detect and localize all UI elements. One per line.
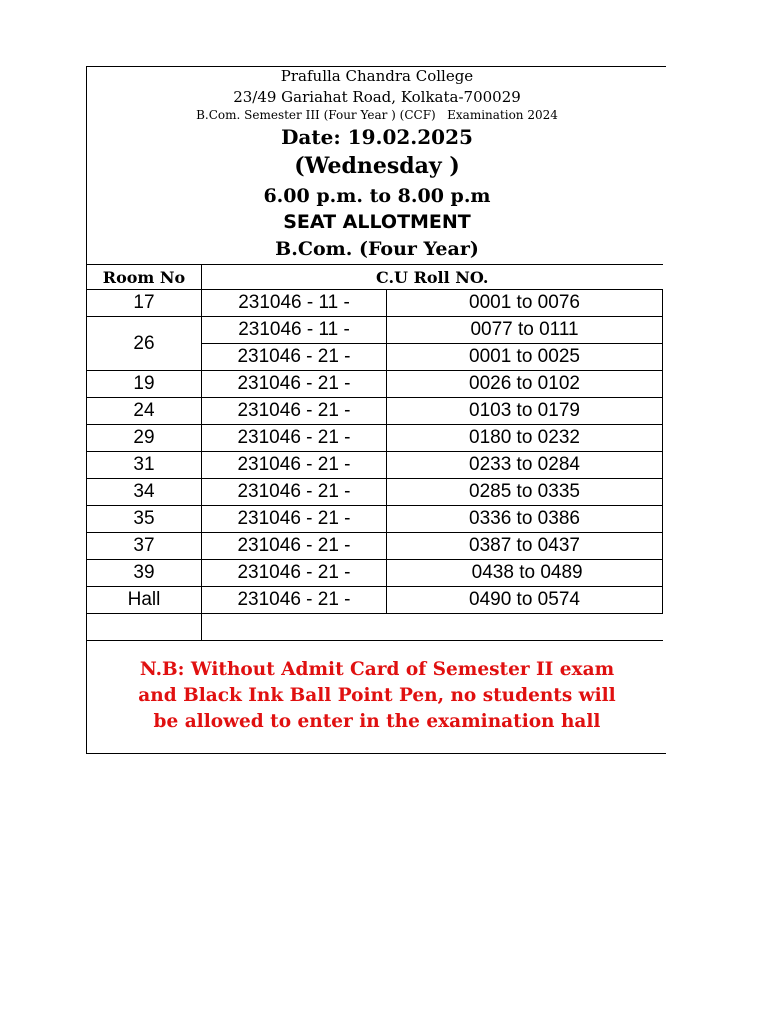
roll-range-cell: 0103 to 0179	[387, 398, 663, 425]
table-header-row	[87, 265, 663, 290]
table-row	[87, 317, 663, 344]
roll-range-cell: 0077 to 0111	[387, 317, 663, 344]
table-row	[87, 560, 663, 587]
notice-block	[87, 657, 667, 735]
roll-range-cell: 0490 to 0574	[387, 587, 663, 614]
table-row	[87, 479, 663, 506]
roll-range-cell: 0026 to 0102	[387, 371, 663, 398]
table-row	[87, 398, 663, 425]
room-cell: Hall	[87, 587, 202, 614]
roll-prefix-cell: 231046 - 11 -	[202, 290, 387, 317]
roll-prefix-cell: 231046 - 21 -	[202, 506, 387, 533]
sheet-title: SEAT ALLOTMENT	[283, 211, 471, 233]
roll-prefix-cell: 231046 - 21 -	[202, 587, 387, 614]
table-row	[87, 533, 663, 560]
roll-prefix-cell: 231046 - 21 -	[202, 560, 387, 587]
exam-time: 6.00 p.m. to 8.00 p.m	[263, 185, 491, 207]
course-name: B.Com. (Four Year)	[275, 238, 479, 260]
college-address: 23/49 Gariahat Road, Kolkata-700029	[233, 88, 521, 106]
roll-range-cell: 0001 to 0025	[387, 344, 663, 371]
roll-prefix-cell: 231046 - 21 -	[202, 344, 387, 371]
table-row	[87, 425, 663, 452]
roll-prefix-cell: 231046 - 21 -	[202, 371, 387, 398]
roll-prefix-cell: 231046 - 21 -	[202, 398, 387, 425]
notice-line: and Black Ink Ball Point Pen, no students will	[138, 685, 616, 706]
empty-cell	[202, 614, 663, 641]
room-cell: 24	[87, 398, 202, 425]
table-row	[87, 587, 663, 614]
college-name: Prafulla Chandra College	[280, 67, 474, 85]
roll-prefix-cell: 231046 - 11 -	[202, 317, 387, 344]
table-row	[87, 452, 663, 479]
empty-cell	[87, 614, 202, 641]
roll-range-cell: 0233 to 0284	[387, 452, 663, 479]
roll-prefix-cell: 231046 - 21 -	[202, 425, 387, 452]
seat-table	[86, 264, 663, 641]
roll-prefix-cell: 231046 - 21 -	[202, 452, 387, 479]
exam-date: Date: 19.02.2025	[281, 125, 473, 149]
roll-range-cell: 0285 to 0335	[387, 479, 663, 506]
roll-range-cell: 0001 to 0076	[387, 290, 663, 317]
room-cell: 31	[87, 452, 202, 479]
room-cell: 39	[87, 560, 202, 587]
exam-title: B.Com. Semester III (Four Year ) (CCF) Examination 2024	[196, 108, 558, 122]
roll-range-cell: 0336 to 0386	[387, 506, 663, 533]
table-row	[87, 371, 663, 398]
seat-allotment-sheet	[86, 66, 666, 754]
roll-range-cell: 0180 to 0232	[387, 425, 663, 452]
exam-day: (Wednesday )	[294, 153, 460, 179]
notice-line: be allowed to enter in the examination hall	[153, 711, 601, 732]
room-cell: 34	[87, 479, 202, 506]
table-row	[87, 290, 663, 317]
room-cell: 29	[87, 425, 202, 452]
col-roll-no: C.U Roll NO.	[202, 265, 663, 290]
room-cell: 17	[87, 290, 202, 317]
roll-range-cell: 0387 to 0437	[387, 533, 663, 560]
col-room-no: Room No	[87, 265, 202, 290]
room-cell: 35	[87, 506, 202, 533]
room-cell: 37	[87, 533, 202, 560]
room-cell: 19	[87, 371, 202, 398]
table-row	[87, 506, 663, 533]
notice-line: N.B: Without Admit Card of Semester II exam	[139, 659, 615, 680]
room-cell: 26	[87, 317, 202, 371]
roll-prefix-cell: 231046 - 21 -	[202, 479, 387, 506]
empty-row	[87, 614, 663, 641]
roll-prefix-cell: 231046 - 21 -	[202, 533, 387, 560]
roll-range-cell: 0438 to 0489	[387, 560, 663, 587]
